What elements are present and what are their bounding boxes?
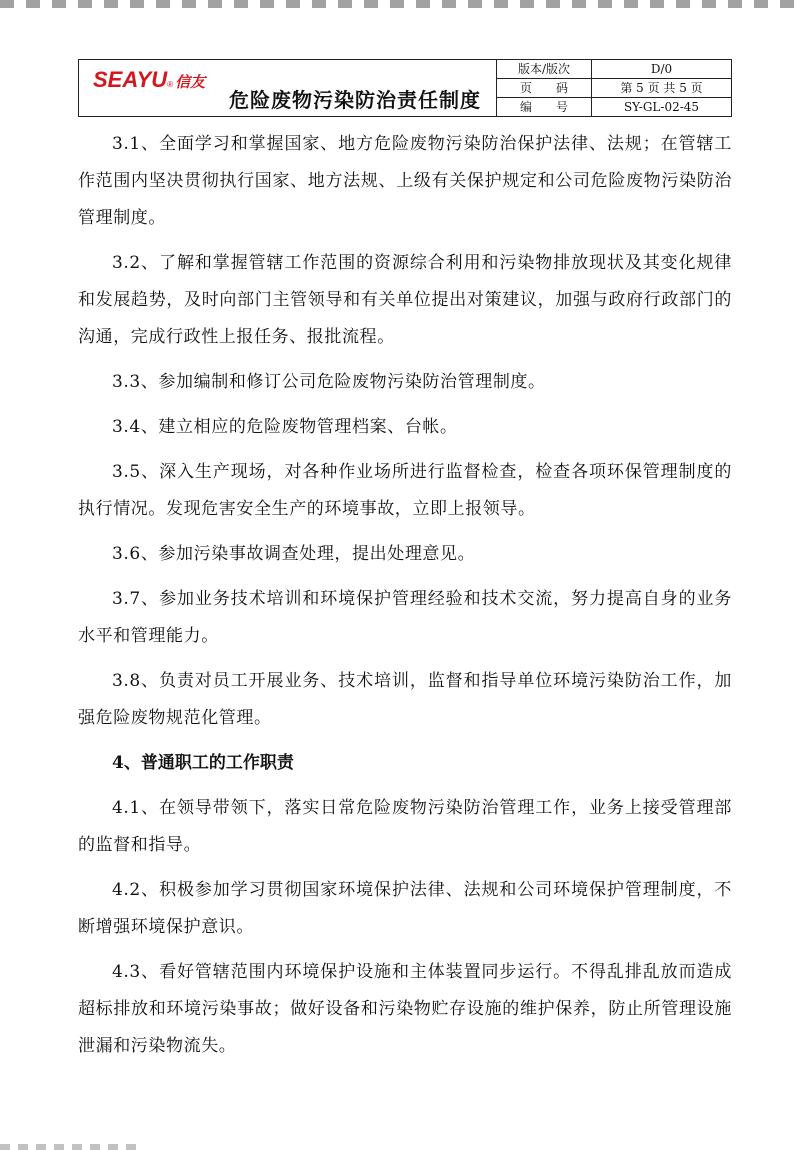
meta-value: D/0 bbox=[592, 60, 732, 79]
paragraph-4-2: 4.2、积极参加学习贯彻国家环境保护法律、法规和公司环境保护管理制度，不断增强环境保护意识。 bbox=[78, 880, 732, 937]
logo-registered-mark: ® bbox=[167, 80, 174, 89]
document-body bbox=[78, 126, 732, 1073]
bottom-edge-decoration bbox=[0, 1144, 140, 1150]
paragraph-3-7: 3.7、参加业务技术培训和环境保护管理经验和技术交流，努力提高自身的业务水平和管理能力。 bbox=[78, 589, 732, 646]
meta-value: 第 5 页 共 5 页 bbox=[592, 79, 732, 98]
header-title-cell bbox=[79, 60, 497, 116]
meta-label: 版本/版次 bbox=[497, 60, 592, 79]
document-title: 危险废物污染防治责任制度 bbox=[229, 88, 481, 112]
paragraph-3-1: 3.1、全面学习和掌握国家、地方危险废物污染防治保护法律、法规；在管辖工作范围内坚决贯彻执行国家、地方法规、上级有关保护规定和公司危险废物污染防治管理制度。 bbox=[78, 134, 732, 228]
logo-text-en: SEAYU bbox=[93, 67, 168, 92]
paragraph-3-5: 3.5、深入生产现场，对各种作业场所进行监督检查，检查各项环保管理制度的执行情况。发现危害安全生产的环境事故，立即上报领导。 bbox=[78, 462, 732, 519]
top-edge-decoration bbox=[0, 0, 800, 8]
meta-label: 页 码 bbox=[497, 79, 592, 98]
meta-label: 编 号 bbox=[497, 98, 592, 117]
paragraph-3-3: 3.3、参加编制和修订公司危险废物污染防治管理制度。 bbox=[112, 372, 546, 392]
paragraph-3-8: 3.8、负责对员工开展业务、技术培训，监督和指导单位环境污染防治工作，加强危险废物规范化管理。 bbox=[78, 671, 732, 728]
meta-value: SY-GL-02-45 bbox=[592, 98, 732, 117]
section-heading-4: 4、普通职工的工作职责 bbox=[112, 753, 294, 773]
paragraph-4-3: 4.3、看好管辖范围内环境保护设施和主体装置同步运行。不得乱排乱放而造成超标排放和环境污染事故；做好设备和污染物贮存设施的维护保养，防止所管理设施泄漏和污染物流失。 bbox=[78, 962, 732, 1056]
meta-row-number bbox=[497, 98, 731, 117]
paragraph-3-6: 3.6、参加污染事故调查处理，提出处理意见。 bbox=[112, 544, 476, 564]
paragraph-4-1: 4.1、在领导带领下，落实日常危险废物污染防治管理工作，业务上接受管理部的监督和指导。 bbox=[78, 798, 732, 855]
logo-text-cn: 信友 bbox=[175, 73, 206, 91]
company-logo bbox=[93, 67, 205, 93]
document-meta-table bbox=[497, 60, 731, 116]
paragraph-3-4: 3.4、建立相应的危险废物管理档案、台帐。 bbox=[112, 417, 458, 437]
meta-row-version bbox=[497, 60, 731, 79]
paragraph-3-2: 3.2、了解和掌握管辖工作范围的资源综合利用和污染物排放现状及其变化规律和发展趋势，及时向部门主管领导和有关单位提出对策建议，加强与政府行政部门的沟通，完成行政性上报任务、报批流程。 bbox=[78, 253, 732, 347]
meta-row-page bbox=[497, 79, 731, 98]
document-header bbox=[78, 59, 732, 117]
